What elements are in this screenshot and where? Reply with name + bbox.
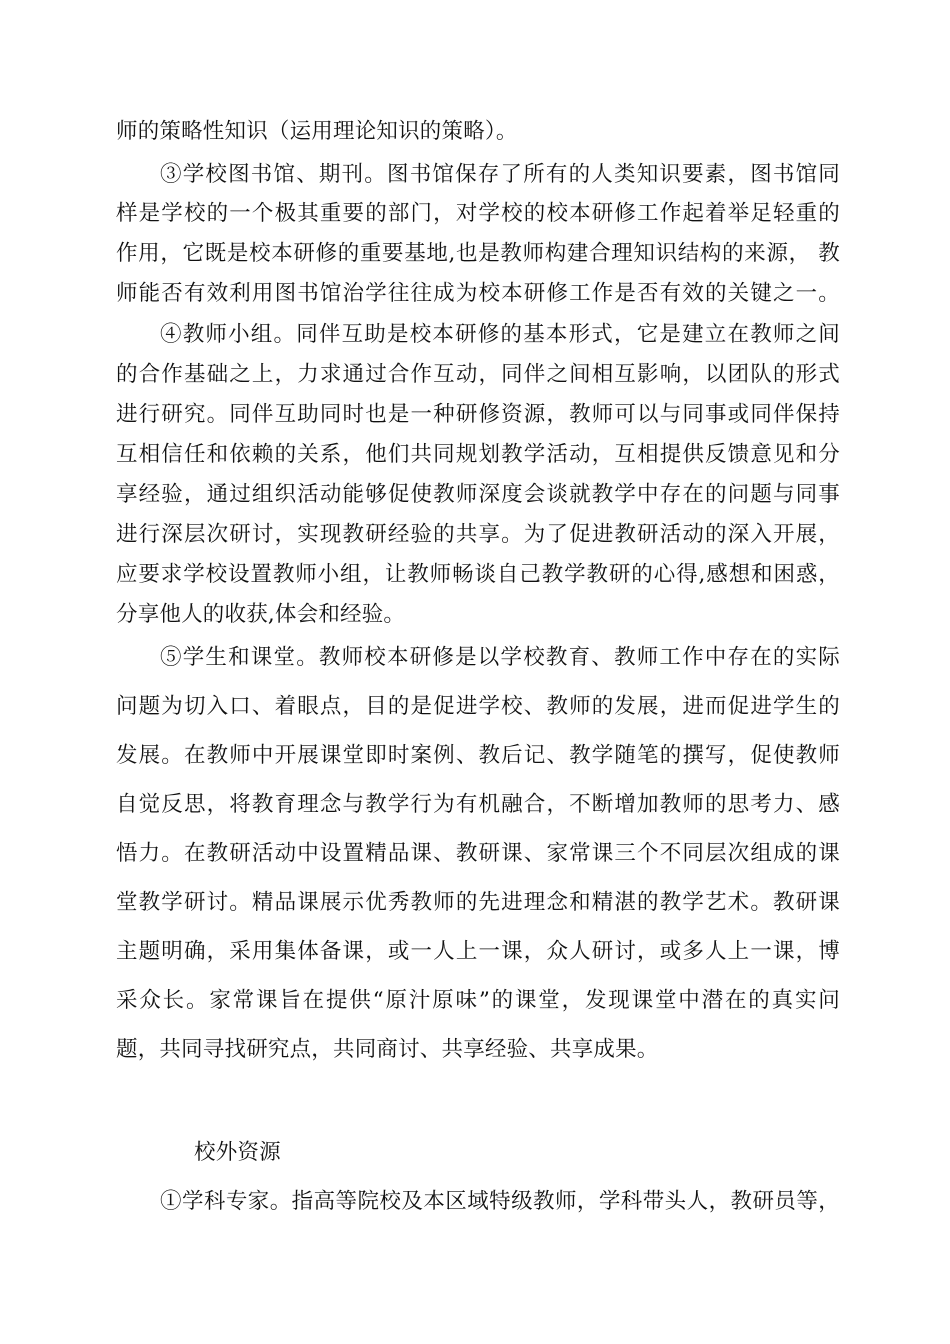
text-line: 自觉反思，将教育理念与教学行为有机融合，不断增加教师的思考力、感: [116, 792, 840, 817]
paragraph-line: ④教师小组。同伴互助是校本研修的基本形式，它是建立在教师之间: [160, 322, 840, 347]
text-line: 的合作基础之上，力求通过合作互动，同伴之间相互影响，以团队的形式: [116, 362, 840, 387]
text-line: 师的策略性知识（运用理论知识的策略）。: [116, 119, 518, 144]
section-heading: 校外资源: [194, 1140, 281, 1165]
text-line: 应要求学校设置教师小组，让教师畅谈自己教学教研的心得,感想和困惑，: [116, 562, 840, 587]
text-line: 作用，它既是校本研修的重要基地,也是教师构建合理知识结构的来源， 教: [116, 241, 840, 266]
text-line: 样是学校的一个极其重要的部门，对学校的校本研修工作起着举足轻重的: [116, 201, 840, 226]
text-line: 采众长。家常课旨在提供“原汁原味”的课堂，发现课堂中潜在的真实问: [116, 988, 840, 1013]
text-line: 师能否有效利用图书馆治学往往成为校本研修工作是否有效的关键之一。: [116, 281, 840, 306]
text-line: 发展。在教师中开展课堂即时案例、教后记、教学随笔的撰写，促使教师: [116, 743, 840, 768]
text-line: 题，共同寻找研究点，共同商讨、共享经验、共享成果。: [116, 1037, 659, 1062]
text-line: 堂教学研讨。精品课展示优秀教师的先进理念和精湛的教学艺术。教研课: [116, 890, 840, 915]
text-line: 享经验，通过组织活动能够促使教师深度会谈就教学中存在的问题与同事: [116, 482, 840, 507]
paragraph-line: ③学校图书馆、期刊。图书馆保存了所有的人类知识要素，图书馆同: [160, 162, 840, 187]
text-line: 进行研究。同伴互助同时也是一种研修资源，教师可以与同事或同伴保持: [116, 402, 840, 427]
paragraph-line: ①学科专家。指高等院校及本区域特级教师，学科带头人，教研员等，: [160, 1189, 840, 1214]
text-line: 问题为切入口、着眼点，目的是促进学校、教师的发展，进而促进学生的: [116, 694, 840, 719]
paragraph-line: ⑤学生和课堂。教师校本研修是以学校教育、教师工作中存在的实际: [160, 645, 840, 670]
text-line: 互相信任和依赖的关系，他们共同规划教学活动，互相提供反馈意见和分: [116, 442, 840, 467]
text-line: 主题明确，采用集体备课，或一人上一课，众人研讨，或多人上一课，博: [116, 939, 840, 964]
text-line: 进行深层次研讨，实现教研经验的共享。为了促进教研活动的深入开展，: [116, 522, 840, 547]
text-line: 分享他人的收获,体会和经验。: [116, 602, 406, 627]
text-line: 悟力。在教研活动中设置精品课、教研课、家常课三个不同层次组成的课: [116, 841, 840, 866]
